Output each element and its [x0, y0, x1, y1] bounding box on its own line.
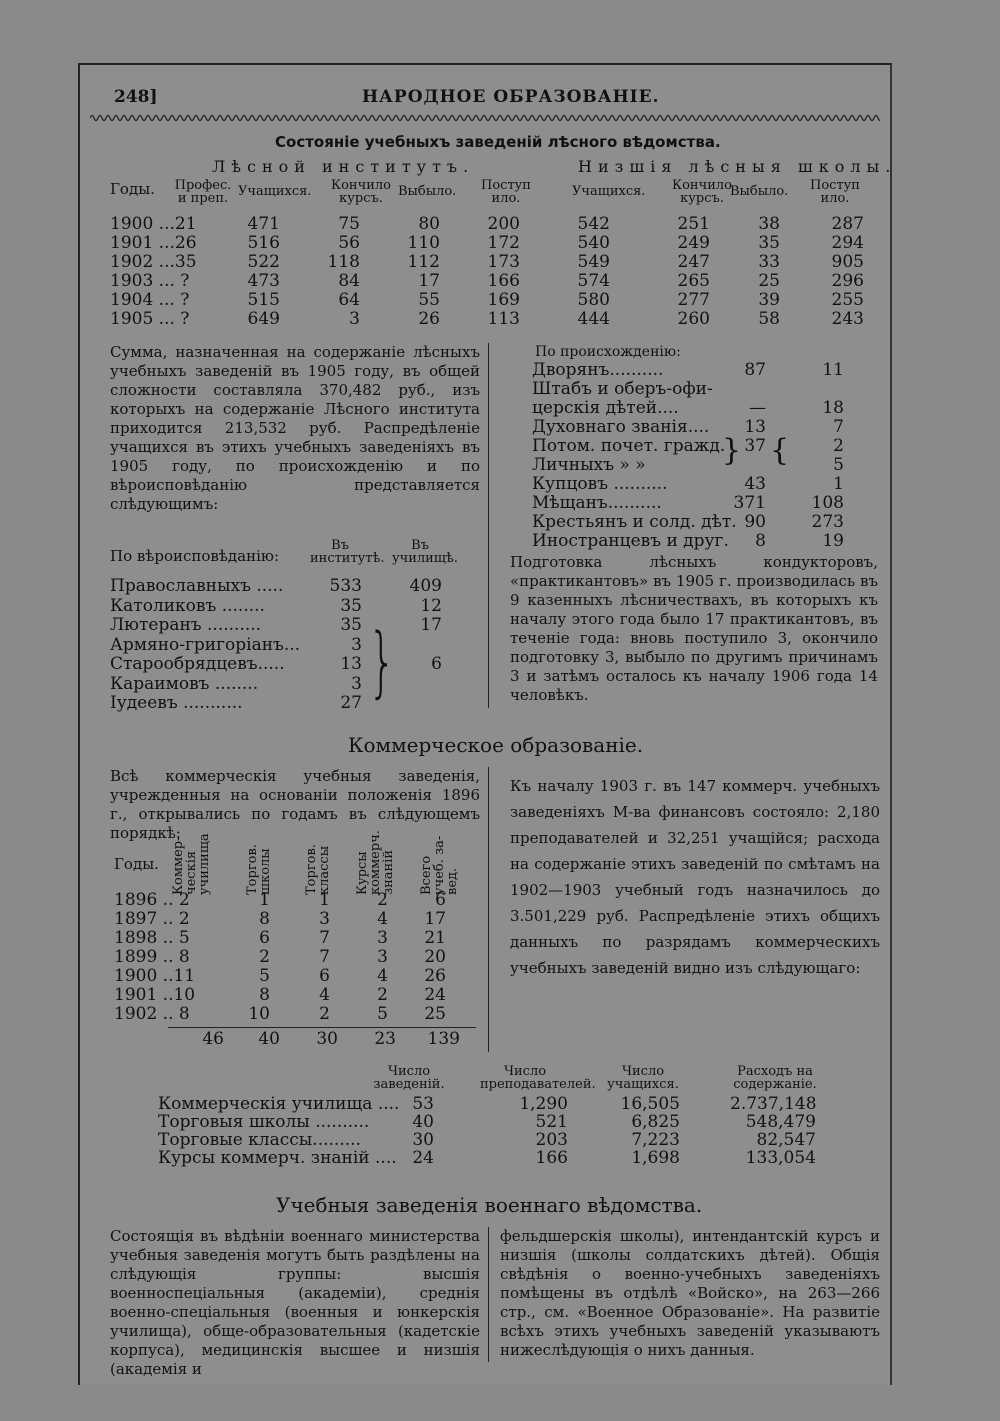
summary-cell: 40 — [412, 1112, 434, 1132]
col-entered-school: Поступило. — [810, 178, 860, 206]
table-cell: 255 — [831, 290, 864, 310]
religion-label: Православныхъ ..... — [110, 576, 284, 596]
table-cell: 26 — [418, 309, 440, 329]
commerce-total: 23 — [374, 1029, 396, 1049]
table-cell: 112 — [407, 252, 440, 272]
table-cell: 55 — [418, 290, 440, 310]
religion-institute: 35 — [340, 615, 362, 635]
military-left-text: Состоящія въ вѣдѣніи военнаго министерства учебныя заведенія могутъ быть раздѣлены на слѣдующія группы: высшія военноспеціальныя (академіи), среднія военно-спеціальныя (военныя и юнкерскія училища), обще-образовательныя (кадетскіе корпуса), медицинскія высшее и низшія (академія и — [110, 1227, 480, 1378]
religion-school: 6 — [431, 654, 442, 674]
summary-row-label: Торговые классы......... — [158, 1130, 361, 1150]
table-cell: 580 — [577, 290, 610, 310]
commerce-row-label: 1896 .. 2 — [114, 890, 190, 910]
column-divider — [488, 343, 489, 708]
commerce-cell: 10 — [248, 1004, 270, 1024]
summary-cell: 166 — [535, 1148, 568, 1168]
commerce-total: 30 — [316, 1029, 338, 1049]
summary-col-head: Число заведеній. — [373, 1064, 445, 1092]
commerce-row-label: 1901 ..10 — [114, 985, 196, 1005]
table-cell: 522 — [247, 252, 280, 272]
commerce-col-head: Всего учеб. за-вед. — [419, 835, 460, 895]
origin-count-1: 37 — [744, 436, 766, 456]
religion-school: 409 — [409, 576, 442, 596]
col-left-school: Выбыло. — [730, 184, 789, 199]
table-cell: 542 — [577, 214, 610, 234]
table-cell: 39 — [758, 290, 780, 310]
origin-brace-right: { — [770, 433, 790, 468]
religion-institute: 533 — [329, 576, 362, 596]
table-cell: 296 — [831, 271, 864, 291]
religion-institute: 13 — [340, 654, 362, 674]
religion-brace: } — [368, 618, 396, 708]
table-cell: 38 — [758, 214, 780, 234]
summary-cell: 548,479 — [745, 1112, 816, 1132]
religion-institute: 3 — [351, 673, 362, 694]
origin-label: Духовнаго званія.... — [532, 417, 710, 437]
commerce-cell: 4 — [377, 909, 388, 929]
origin-count-2: 5 — [833, 455, 844, 475]
origin-label: Штабъ и оберъ-офи- — [532, 379, 713, 399]
table-cell: 80 — [418, 214, 440, 234]
summary-cell: 7,223 — [631, 1130, 680, 1150]
commerce-cell: 21 — [424, 928, 446, 948]
table-cell: 33 — [758, 252, 780, 272]
table-cell: 64 — [338, 290, 360, 310]
origin-header: По происхожденію: — [535, 344, 681, 360]
row-label: 1904 ... ? — [110, 290, 190, 310]
table-cell: 17 — [418, 271, 440, 291]
column-divider-2 — [488, 767, 489, 1052]
religion-institute: 3 — [351, 634, 362, 655]
wavy-rule — [90, 113, 880, 123]
commerce-cell: 2 — [319, 1004, 330, 1024]
row-label: 1903 ... ? — [110, 271, 190, 291]
col-students-school: Учащихся. — [572, 184, 646, 199]
table-cell: 113 — [487, 309, 520, 329]
religion-institute: 27 — [340, 693, 362, 713]
summary-cell: 2.737,148 — [730, 1094, 817, 1114]
origin-count-1: 43 — [744, 474, 766, 494]
origin-brace-left: } — [722, 433, 742, 468]
table-cell: 265 — [677, 271, 710, 291]
table-cell: 649 — [247, 309, 280, 329]
table-cell: 473 — [247, 271, 280, 291]
commerce-cell: 7 — [319, 928, 330, 948]
table-cell: 574 — [577, 271, 610, 291]
table-cell: 110 — [407, 233, 440, 253]
origin-label: Мѣщанъ.......... — [532, 493, 662, 513]
summary-col-head: Число преподавателей. — [480, 1064, 596, 1092]
religion-col-institute: Въ институтѣ. — [310, 538, 385, 566]
commerce-total: 46 — [202, 1029, 224, 1049]
commerce-col-years: Годы. — [114, 855, 159, 873]
summary-col-head: Расходъ на содержаніе. — [733, 1064, 817, 1092]
table-cell: 471 — [247, 214, 280, 234]
commerce-cell: 20 — [424, 947, 446, 967]
row-label: 1900 ...21 — [110, 214, 197, 234]
commerce-total: 139 — [427, 1029, 460, 1049]
origin-count-2: 2 — [833, 436, 844, 456]
commerce-cell: 24 — [424, 985, 446, 1005]
origin-count-1: — — [749, 398, 766, 418]
origin-count-2: 7 — [833, 417, 844, 437]
table-cell: 84 — [338, 271, 360, 291]
commerce-cell: 3 — [377, 947, 388, 967]
table-cell: 515 — [247, 290, 280, 310]
table-cell: 25 — [758, 271, 780, 291]
totals-rule — [168, 1027, 476, 1028]
table-cell: 166 — [487, 271, 520, 291]
commerce-cell: 6 — [259, 928, 270, 948]
military-title: Учебныя заведенія военнаго вѣдомства. — [276, 1193, 703, 1217]
summary-cell: 1,290 — [519, 1094, 568, 1114]
table-cell: 247 — [677, 252, 710, 272]
row-label: 1905 ... ? — [110, 309, 190, 329]
table-cell: 200 — [487, 214, 520, 234]
col-prof: Профес. и преп. — [174, 178, 232, 206]
origin-label: Потом. почет. гражд. — [532, 436, 726, 456]
commerce-intro: Всѣ коммерческія учебныя заведенія, учрежденныя на основаніи положенія 1896 г., открывались по годамъ въ слѣдующемъ порядкѣ: — [110, 767, 480, 842]
commerce-col-head: Коммер-ческія училища — [171, 833, 212, 895]
table-cell: 173 — [487, 252, 520, 272]
commerce-cell: 1 — [259, 890, 270, 910]
commerce-cell: 8 — [259, 985, 270, 1005]
page-number: 248] — [114, 87, 158, 107]
origin-label: Купцовъ .......... — [532, 474, 668, 494]
commerce-row-label: 1902 .. 8 — [114, 1004, 190, 1024]
commerce-cell: 26 — [424, 966, 446, 986]
commerce-cell: 1 — [319, 890, 330, 910]
commerce-cell: 6 — [319, 966, 330, 986]
summary-cell: 1,698 — [631, 1148, 680, 1168]
summary-cell: 203 — [535, 1130, 568, 1150]
commerce-col-head: Курсы коммерч. знаній — [355, 830, 396, 895]
col-finished-school: Кончило курсъ. — [672, 178, 732, 206]
commerce-total: 40 — [258, 1029, 280, 1049]
commerce-cell: 6 — [435, 890, 446, 910]
commerce-cell: 7 — [319, 947, 330, 967]
commerce-row-label: 1898 .. 5 — [114, 928, 190, 948]
origin-label: Личныхъ » » — [532, 455, 646, 475]
commerce-cell: 17 — [424, 909, 446, 929]
commerce-cell: 5 — [377, 1004, 388, 1024]
origin-label: Иностранцевъ и друг. — [532, 531, 729, 551]
col-left-inst: Выбыло. — [398, 184, 457, 199]
commerce-cell: 8 — [259, 909, 270, 929]
religion-institute: 35 — [340, 595, 362, 616]
summary-cell: 133,054 — [745, 1148, 816, 1168]
table-cell: 260 — [677, 309, 710, 329]
table-cell: 172 — [487, 233, 520, 253]
col-entered-inst: Поступило. — [481, 178, 531, 206]
commerce-cell: 4 — [319, 985, 330, 1005]
table-cell: 58 — [758, 309, 780, 329]
table-cell: 444 — [577, 309, 610, 329]
origin-count-1: 371 — [733, 493, 766, 513]
religion-label: Караимовъ ........ — [110, 673, 259, 694]
commerce-cell: 3 — [377, 928, 388, 948]
origin-count-1: 13 — [744, 417, 766, 437]
col-years: Годы. — [110, 180, 155, 198]
col-finished-inst: Кончило курсъ. — [331, 178, 391, 206]
book-page — [78, 63, 897, 1385]
commerce-title: Коммерческое образованіе. — [348, 733, 644, 757]
commerce-cell: 2 — [377, 890, 388, 910]
summary-row-label: Торговыя школы .......... — [158, 1112, 370, 1132]
summary-cell: 82,547 — [756, 1130, 816, 1150]
commerce-col-head: Торгов. классы — [304, 844, 332, 895]
conductors-text: Подготовка лѣсныхъ кондукторовъ, «практикантовъ» въ 1905 г. производилась въ 9 казенныхъ лѣсничествахъ, въ которыхъ къ началу этого года было 17 практикантовъ, въ теченіе года: вновь поступило 3, окончило подготовку 3, выбыло по другимъ причинамъ 3 и затѣмъ осталось къ началу 1906 года 14 человѣкъ. — [510, 553, 878, 704]
summary-col-head: Число учащихся. — [607, 1064, 679, 1092]
table-cell: 118 — [327, 252, 360, 272]
table-cell: 549 — [577, 252, 610, 272]
origin-label: церскія дѣтей.... — [532, 398, 679, 418]
table-cell: 294 — [831, 233, 864, 253]
summary-cell: 53 — [412, 1094, 434, 1114]
commerce-cell: 4 — [377, 966, 388, 986]
commerce-col-head: Торгов. школы — [245, 844, 273, 895]
table-cell: 249 — [677, 233, 710, 253]
table-cell: 35 — [758, 233, 780, 253]
military-right-text: фельдшерскія школы), интендантскій курсъ и низшія (школы солдатскихъ дѣтей). Общія свѣдѣнія о военно-учебныхъ заведеніяхъ помѣщены въ отдѣлѣ «Войско», на 263—266 стр., см. «Военное Образованіе». На развитіе всѣхъ этихъ учебныхъ заведеній указываютъ нижеслѣдующія о нихъ данныя. — [500, 1227, 880, 1359]
table-cell: 516 — [247, 233, 280, 253]
commerce-cell: 5 — [259, 966, 270, 986]
religion-label: Іудеевъ ........... — [110, 693, 243, 713]
commerce-row-label: 1897 .. 2 — [114, 909, 190, 929]
table-cell: 540 — [577, 233, 610, 253]
commerce-right-text: Къ началу 1903 г. въ 147 коммерч. учебныхъ заведеніяхъ М-ва финансовъ состояло: 2,180 преподавателей и 32,251 учащійся; расхода на содержаніе этихъ заведеній по смѣтамъ на 1902—1903 учебный годъ назначилось до 3.501,229 руб. Распредѣленіе этихъ общихъ данныхъ по разрядамъ коммерческихъ учебныхъ заведеній видно изъ слѣдующаго: — [510, 777, 880, 977]
origin-count-2: 11 — [822, 360, 844, 380]
origin-count-1: 90 — [744, 512, 766, 532]
summary-row-label: Коммерческія училища .... — [158, 1094, 400, 1114]
table-cell: 56 — [338, 233, 360, 253]
religion-label: Лютеранъ .......... — [110, 615, 262, 635]
table-cell: 75 — [338, 214, 360, 234]
commerce-cell: 2 — [259, 947, 270, 967]
table-cell: 251 — [677, 214, 710, 234]
origin-count-2: 19 — [822, 531, 844, 551]
table-cell: 277 — [677, 290, 710, 310]
table-cell: 243 — [831, 309, 864, 329]
column-divider-3 — [488, 1227, 489, 1362]
origin-count-2: 273 — [811, 512, 844, 532]
religion-header: По вѣроисповѣданію: — [110, 547, 280, 565]
religion-school: 12 — [420, 595, 442, 616]
origin-count-2: 18 — [822, 398, 844, 418]
commerce-cell: 3 — [319, 909, 330, 929]
religion-col-school: Въ училищѣ. — [392, 538, 458, 566]
table-cell: 169 — [487, 290, 520, 310]
commerce-cell: 25 — [424, 1004, 446, 1024]
institute-title: Лѣсной институтъ. — [212, 157, 475, 176]
commerce-row-label: 1899 .. 8 — [114, 947, 190, 967]
origin-count-1: 87 — [744, 360, 766, 380]
religion-label: Армяно-григоріанъ... — [110, 634, 301, 655]
summary-cell: 16,505 — [620, 1094, 680, 1114]
religion-label: Старообрядцевъ..... — [110, 654, 285, 674]
summary-cell: 6,825 — [631, 1112, 680, 1132]
col-students-inst: Учащихся. — [238, 184, 312, 199]
origin-count-2: 1 — [833, 474, 844, 494]
commerce-cell: 2 — [377, 985, 388, 1005]
origin-label: Крестьянъ и солд. дѣт. — [532, 512, 737, 532]
forest-sum-text: Сумма, назначенная на содержаніе лѣсныхъ учебныхъ заведеній въ 1905 году, въ общей сложности составляла 370,482 руб., изъ которыхъ на содержаніе Лѣсного института приходится 213,532 руб. Распредѣленіе учащихся въ этихъ учебныхъ заведеніяхъ въ 1905 году, по происхожденію и по вѣроисповѣданію представляется слѣдующимъ: — [110, 343, 480, 513]
religion-school: 17 — [420, 615, 442, 635]
table-cell: 905 — [831, 252, 864, 272]
running-title: НАРОДНОЕ ОБРАЗОВАНІЕ. — [362, 87, 660, 107]
row-label: 1902 ...35 — [110, 252, 197, 272]
origin-count-2: 108 — [811, 493, 844, 513]
table-cell: 3 — [349, 309, 360, 329]
commerce-row-label: 1900 ..11 — [114, 966, 196, 986]
origin-count-1: 8 — [755, 531, 766, 551]
table-cell: 287 — [831, 214, 864, 234]
forest-section-title: Состояніе учебныхъ заведеній лѣсного вѣдомства. — [275, 133, 721, 151]
summary-cell: 521 — [535, 1112, 568, 1132]
schools-title: Низшія лѣсныя школы. — [578, 157, 897, 176]
summary-row-label: Курсы коммерч. знаній .... — [158, 1148, 397, 1168]
summary-cell: 24 — [412, 1148, 434, 1168]
row-label: 1901 ...26 — [110, 233, 197, 253]
summary-cell: 30 — [412, 1130, 434, 1150]
religion-label: Католиковъ ........ — [110, 595, 265, 616]
origin-label: Дворянъ.......... — [532, 360, 664, 380]
